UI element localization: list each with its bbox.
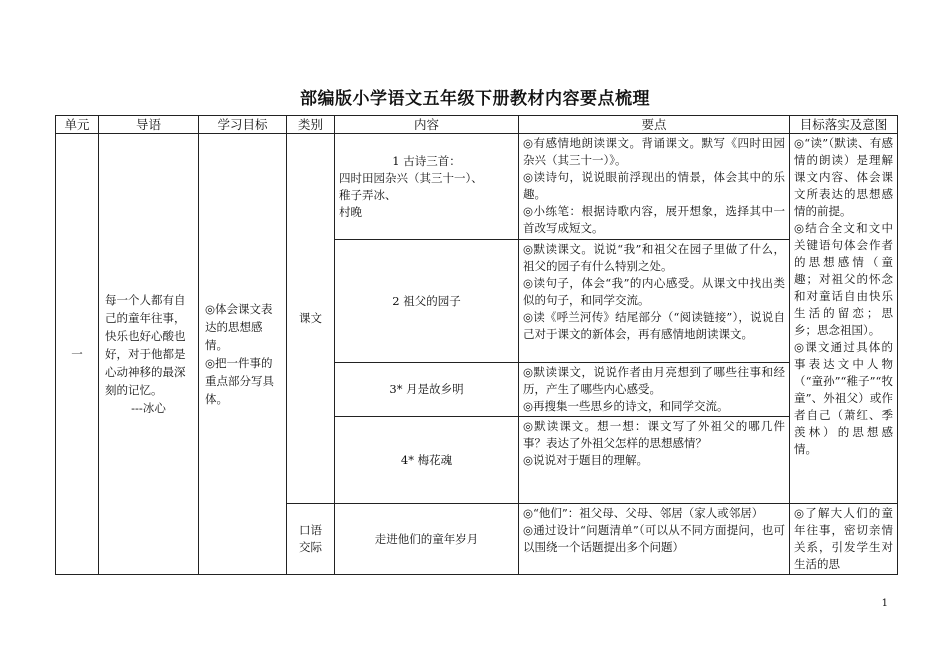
- goals-cell: [199, 134, 287, 575]
- lesson-line: 村晚: [339, 204, 362, 219]
- intent-item: ◎结合全文和文中关键语句体会作者的思想感情（童趣；对祖父的怀念和对童话自由快乐生活的留恋；思乡；思念祖国）。: [794, 221, 893, 337]
- point-item: ◎说说对于题目的理解。: [523, 453, 649, 467]
- header-intent: 目标落实及意图: [790, 116, 898, 134]
- guide-cell: [99, 134, 199, 575]
- point-item: ◎默读课文。想一想：课文写了外祖父的哪几件事？表达了外祖父怎样的思想感情？: [523, 419, 785, 450]
- point-item: ◎通过设计“问题清单”（可以从不同方面提问，也可以围绕一个话题提出多个问题）: [523, 523, 785, 554]
- lesson-3-content: [335, 363, 519, 417]
- header-content: 内容: [335, 116, 519, 134]
- point-item: ◎小练笔：根据诗歌内容，展开想象，选择其中一首改写成短文。: [523, 204, 785, 235]
- content-table: [55, 115, 898, 575]
- table-row: [56, 134, 898, 240]
- lesson-2-content: [335, 240, 519, 363]
- lesson-title: 1 古诗三首：: [392, 153, 461, 168]
- lesson-1-content: [335, 134, 519, 240]
- oral-points: [519, 504, 790, 575]
- point-item: ◎读句子，体会“我”的内心感受。从课文中找出类似的句子，和同学交流。: [523, 276, 785, 307]
- lesson-title: 2 祖父的园子: [392, 293, 461, 308]
- header-unit: 单元: [56, 116, 99, 134]
- category-oral: [287, 504, 335, 575]
- unit-number: 一: [71, 346, 83, 361]
- category-text: [287, 134, 335, 504]
- point-item: ◎读诗句，说说眼前浮现出的情景，体会其中的乐趣。: [523, 170, 785, 201]
- lesson-3-points: [519, 363, 790, 417]
- lesson-title: 4* 梅花魂: [400, 452, 453, 467]
- guide-author: ---冰心: [131, 401, 166, 415]
- oral-content: [335, 504, 519, 575]
- lesson-title: 3* 月是故乡明: [389, 382, 464, 396]
- intent-cell: [790, 134, 898, 504]
- header-row: [56, 116, 898, 134]
- guide-text: 每一个人都有自己的童年往事，快乐也好心酸也好，对于他都是心动神移的最深刻的记忆。: [105, 293, 186, 397]
- lesson-1-points: [519, 134, 790, 240]
- category-text-label: 课文: [299, 311, 322, 325]
- point-item: ◎默读课文。说说“我”和祖父在园子里做了什么，祖父的园子有什么特别之处。: [523, 242, 785, 273]
- category-oral-label: 口语交际: [299, 523, 322, 554]
- goal-item: ◎把一件事的重点部分写具体。: [205, 356, 274, 406]
- lesson-2-points: [519, 240, 790, 363]
- point-item: ◎有感情地朗读课文。背诵课文。默写《四时田园杂兴（其三十一）》。: [523, 136, 785, 167]
- lesson-line: 稚子弄冰、: [339, 187, 397, 202]
- oral-title: 走进他们的童年岁月: [374, 531, 479, 546]
- intent-item: ◎“读”（默读、有感情的朗读）是理解课文内容、体会课文所表达的思想感情的前提。: [794, 136, 893, 218]
- lesson-line: 四时田园杂兴（其三十一）、: [339, 170, 483, 185]
- intent-item: ◎了解大人们的童年往事，密切亲情关系，引发学生对生活的思: [794, 506, 893, 571]
- page-title: 部编版小学语文五年级下册教材内容要点梳理: [300, 89, 650, 109]
- oral-intent: [790, 504, 898, 575]
- point-item: ◎默读课文，说说作者由月亮想到了哪些往事和经历，产生了哪些内心感受。: [523, 365, 785, 396]
- header-category: 类别: [287, 116, 335, 134]
- header-guide: 导语: [99, 116, 199, 134]
- point-item: ◎“他们”：祖父母、父母、邻居（家人或邻居）: [523, 506, 764, 520]
- page-number: 1: [881, 598, 888, 609]
- point-item: ◎读《呼兰河传》结尾部分（“阅读链接”），说说自己对于课文的新体会，再有感情地朗读课文。: [523, 310, 785, 341]
- goal-item: ◎体会课文表达的思想感情。: [205, 302, 273, 352]
- header-points: 要点: [519, 116, 790, 134]
- lesson-4-content: [335, 417, 519, 504]
- lesson-4-points: [519, 417, 790, 504]
- unit-cell: [56, 134, 99, 575]
- intent-item: ◎课文通过具体的事表达文中人物（“童孙”“稚子”“牧童”、外祖父）或作者自己（萧红、季羡林）的思想感情。: [794, 340, 893, 456]
- header-goals: 学习目标: [199, 116, 287, 134]
- point-item: ◎再搜集一些思乡的诗文，和同学交流。: [523, 399, 729, 413]
